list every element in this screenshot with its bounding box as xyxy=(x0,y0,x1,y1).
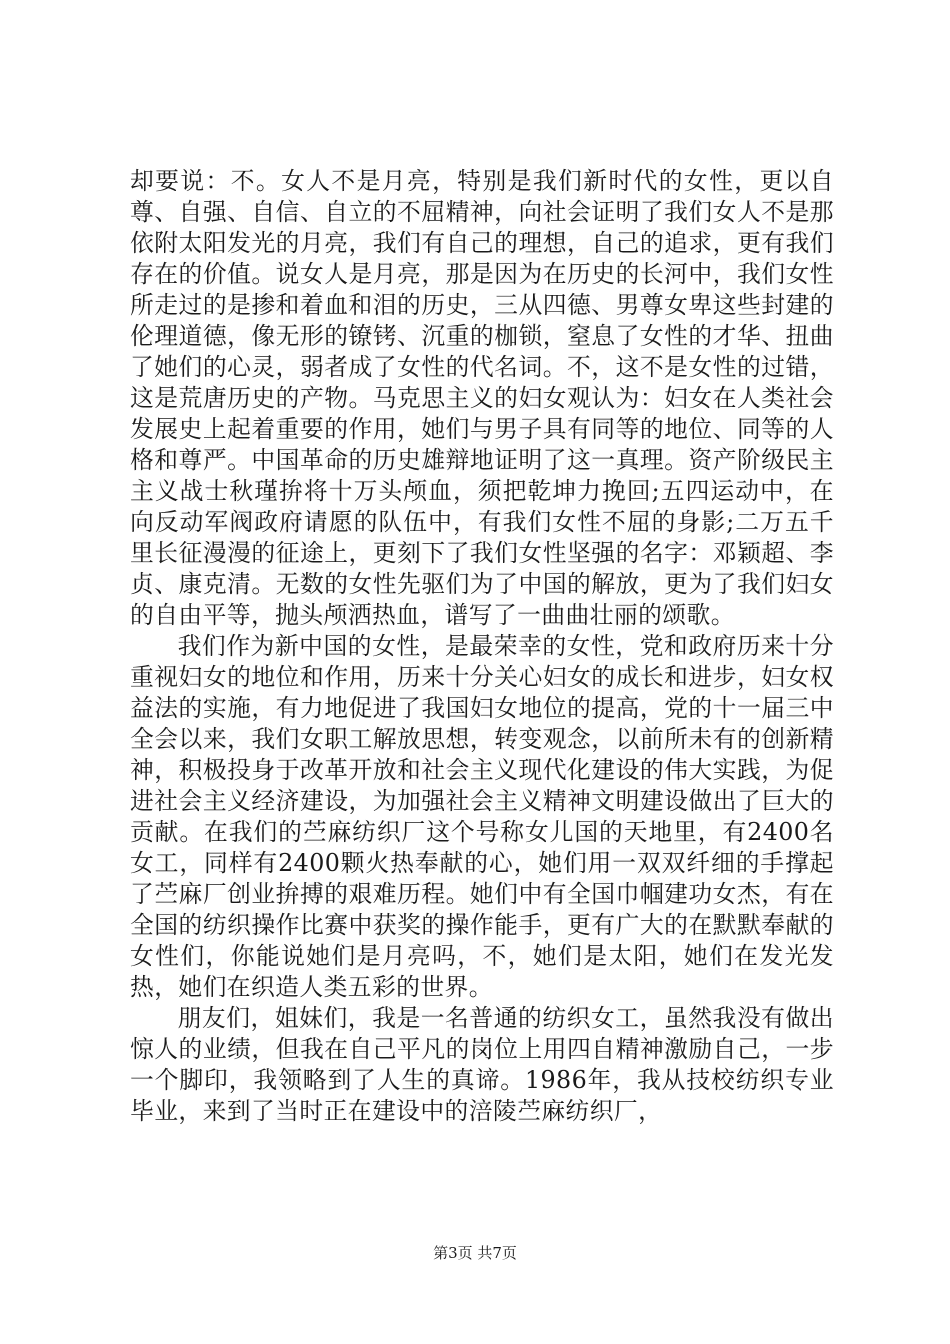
paragraph-2: 我们作为新中国的女性，是最荣幸的女性，党和政府历来十分重视妇女的地位和作用，历来十分关心妇女的成长和进步，妇女权益法的实施，有力地促进了我国妇女地位的提高，党的十一届三中全会以来，我们女职工解放思想，转变观念，以前所未有的创新精神，积极投身于改革开放和社会主义现代化建设的伟大实践，为促进社会主义经济建设，为加强社会主义精神文明建设做出了巨大的贡献。在我们的苎麻纺织厂这个号称女儿国的天地里，有2400名女工，同样有2400颗火热奉献的心，她们用一双双纤细的手撑起了苎麻厂创业拚搏的艰难历程。她们中有全国巾帼建功女杰，有在全国的纺织操作比赛中获奖的操作能手，更有广大的在默默奉献的女性们，你能说她们是月亮吗，不，她们是太阳，她们在发光发热，她们在织造人类五彩的世界。 xyxy=(130,632,834,1001)
page-number-footer: 第3页 共7页 xyxy=(433,1244,517,1262)
paragraph-1: 却要说：不。女人不是月亮，特别是我们新时代的女性，更以自尊、自强、自信、自立的不屈精神，向社会证明了我们女人不是那依附太阳发光的月亮，我们有自己的理想，自己的追求，更有我们存在的价值。说女人是月亮，那是因为在历史的长河中，我们女性所走过的是掺和着血和泪的历史，三从四德、男尊女卑这些封建的伦理道德，像无形的镣铐、沉重的枷锁，窒息了女性的才华、扭曲了她们的心灵，弱者成了女性的代名词。不，这不是女性的过错，这是荒唐历史的产物。马克思主义的妇女观认为：妇女在人类社会发展史上起着重要的作用，她们与男子具有同等的地位、同等的人格和尊严。中国革命的历史雄辩地证明了这一真理。资产阶级民主主义战士秋瑾拚将十万头颅血，须把乾坤力挽回;五四运动中，在向反动军阀政府请愿的队伍中，有我们女性不屈的身影;二万五千里长征漫漫的征途上，更刻下了我们女性坚强的名字：邓颖超、李贞、康克清。无数的女性先驱们为了中国的解放，更为了我们妇女的自由平等，抛头颅洒热血，谱写了一曲曲壮丽的颂歌。 xyxy=(130,167,834,629)
paragraph-3: 朋友们，姐妹们，我是一名普通的纺织女工，虽然我没有做出惊人的业绩，但我在自己平凡的岗位上用四自精神激励自己，一步一个脚印，我领略到了人生的真谛。1986年，我从技校纺织专业毕业，来到了当时正在建设中的涪陵苎麻纺织厂， xyxy=(130,1004,834,1125)
document-body xyxy=(130,166,834,1127)
